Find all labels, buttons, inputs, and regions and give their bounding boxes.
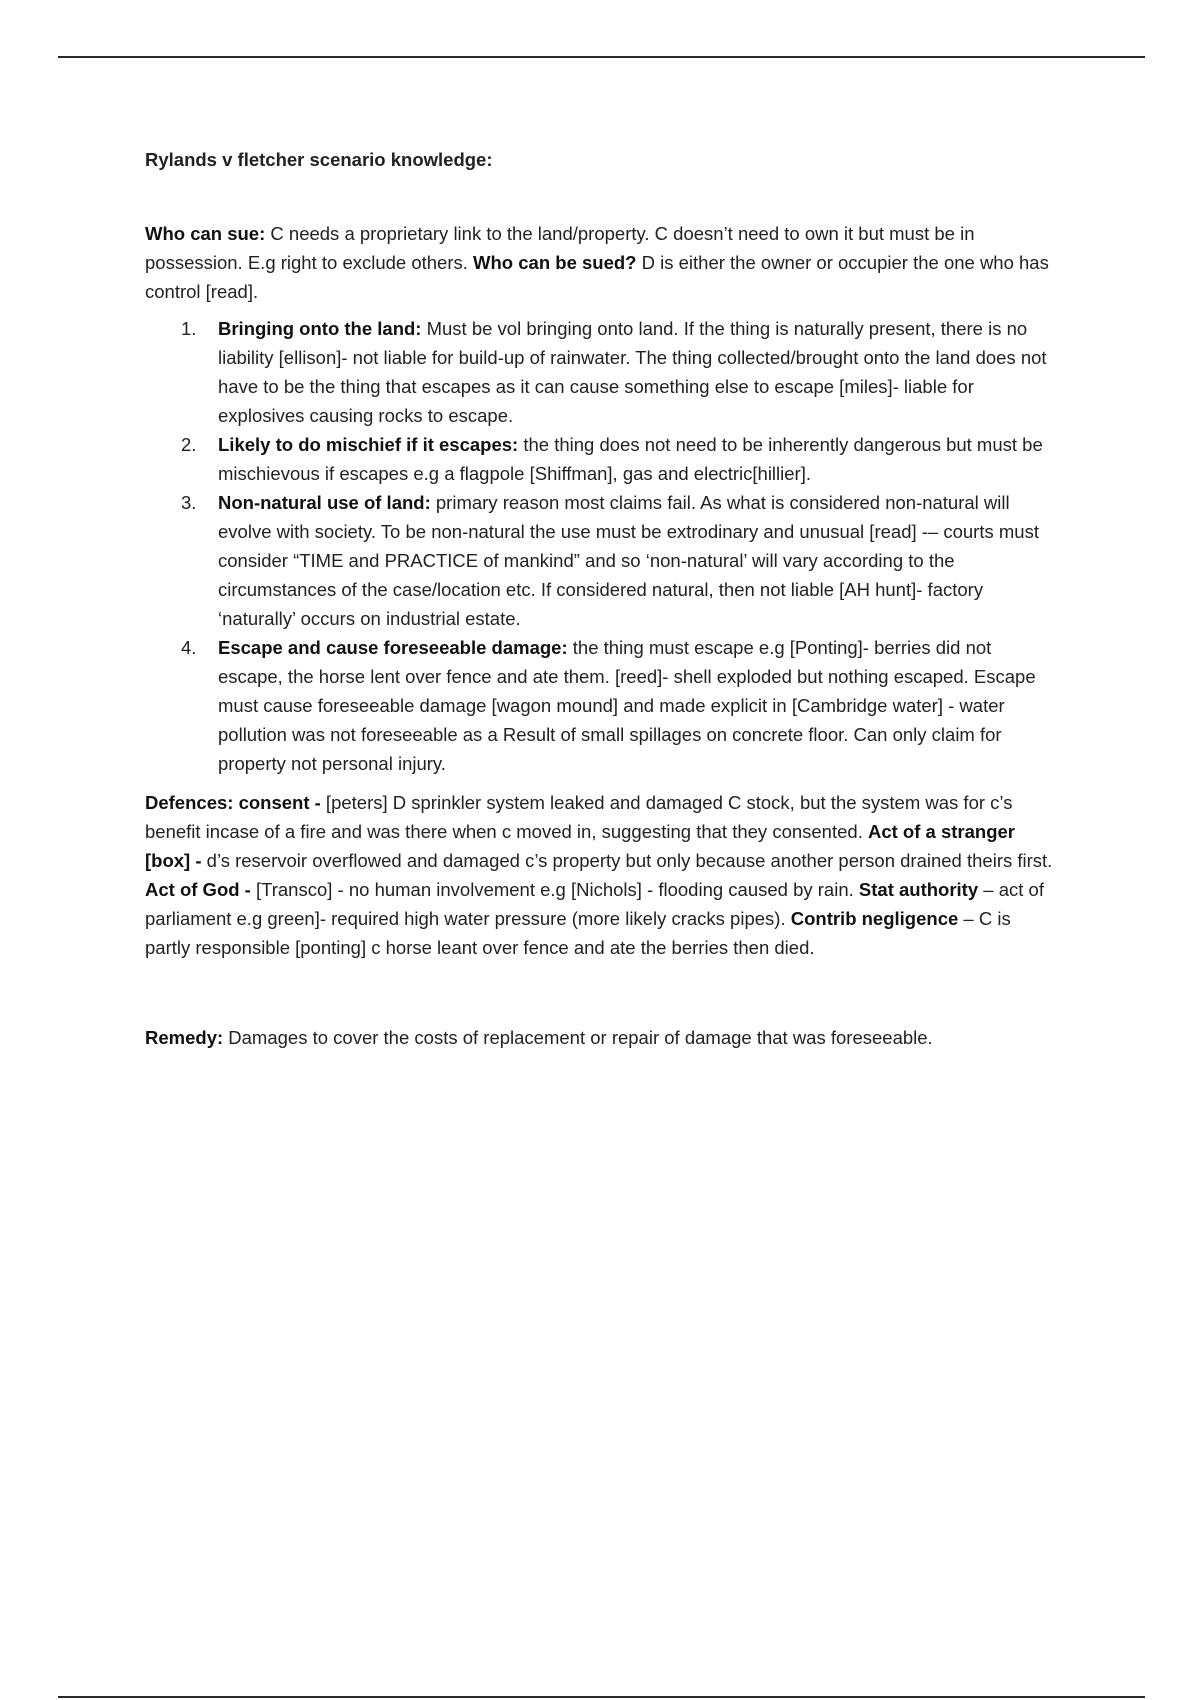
element-text: primary reason most claims fail. As what is considered non-natural will evolve with society. To be non-natural the use must be extrodinary and unusual [read] -– courts must consider “TIME and PRACTICE of mankind” and so ‘non-natural’ will vary according to the circumstances of the case/location etc. If considered natural, then not liable [AH hunt]- factory ‘naturally’ occurs on industrial estate. <box>218 492 1039 629</box>
defence-stranger-label: Act of a stranger [box] - <box>145 821 1015 871</box>
who-can-sue-paragraph <box>145 219 1060 306</box>
remedy-label: Remedy: <box>145 1027 224 1048</box>
defence-act-of-god-text: [Transco] - no human involvement e.g [Nichols] - flooding caused by rain. <box>250 879 859 900</box>
defence-consent-label: Defences: consent - <box>145 792 321 813</box>
defence-contrib-negligence-text: – C is partly responsible [ponting] c horse leant over fence and ate the berries then died. <box>145 908 1011 958</box>
footer-rule <box>58 1696 1145 1698</box>
element-label: Non-natural use of land: <box>218 492 431 513</box>
list-item <box>145 430 1060 488</box>
elements-list <box>145 314 1060 778</box>
element-text: the thing does not need to be inherently dangerous but must be mischievous if escapes e.g a flagpole [Shiffman], gas and electric[hillier]. <box>218 434 1043 484</box>
document-title: Rylands v fletcher scenario knowledge: <box>145 149 493 170</box>
defence-stranger-text: d’s reservoir overflowed and damaged c’s property but only because another person drained theirs first. <box>201 850 1053 871</box>
element-label: Likely to do mischief if it escapes: <box>218 434 519 455</box>
list-item <box>145 633 1060 778</box>
element-text: Must be vol bringing onto land. If the thing is naturally present, there is no liability [ellison]- not liable for build-up of rainwater. The thing collected/brought onto the land does not have to be the thing that escapes as it can cause something else to escape [miles]- liable for explosives causing rocks to escape. <box>218 318 1047 426</box>
who-can-be-sued-label: Who can be sued? <box>473 252 637 273</box>
defence-stat-authority-label: Stat authority <box>858 879 979 900</box>
who-can-sue-text: C needs a proprietary link to the land/property. C doesn’t need to own it but must be in possession. E.g right to exclude others. <box>145 223 975 273</box>
who-can-be-sued-text: D is either the owner or occupier the one who has control [read]. <box>145 252 1049 302</box>
defence-act-of-god-label: Act of God - <box>145 879 251 900</box>
remedy-text: Damages to cover the costs of replacement or repair of damage that was foreseeable. <box>223 1027 933 1048</box>
defence-stat-authority-text: – act of parliament e.g green]- required high water pressure (more likely cracks pipes). <box>145 879 1044 929</box>
who-can-sue-label: Who can sue: <box>145 223 266 244</box>
list-number: 4. <box>181 637 197 658</box>
defence-consent-text: [peters] D sprinkler system leaked and damaged C stock, but the system was for c’s benefit incase of a fire and was there when c moved in, suggesting that they consented. <box>145 792 1013 842</box>
defences-paragraph <box>145 788 1060 962</box>
defence-contrib-negligence-label: Contrib negligence <box>790 908 959 929</box>
element-label: Escape and cause foreseeable damage: <box>218 637 568 658</box>
element-label: Bringing onto the land: <box>218 318 422 339</box>
list-item <box>145 488 1060 633</box>
element-text: the thing must escape e.g [Ponting]- berries did not escape, the horse lent over fence and ate them. [reed]- shell exploded but nothing escaped. Escape must cause foreseeable damage [wagon mound] and made explicit in [Cambridge water] - water pollution was not foreseeable as a Result of small spillages on concrete floor. Can only claim for property not personal injury. <box>218 637 1036 774</box>
list-number: 1. <box>181 318 197 339</box>
header-rule <box>58 56 1145 58</box>
list-item <box>145 314 1060 430</box>
list-number: 3. <box>181 492 197 513</box>
remedy-paragraph <box>145 1023 1060 1052</box>
list-number: 2. <box>181 434 197 455</box>
document-body <box>145 145 1060 1052</box>
